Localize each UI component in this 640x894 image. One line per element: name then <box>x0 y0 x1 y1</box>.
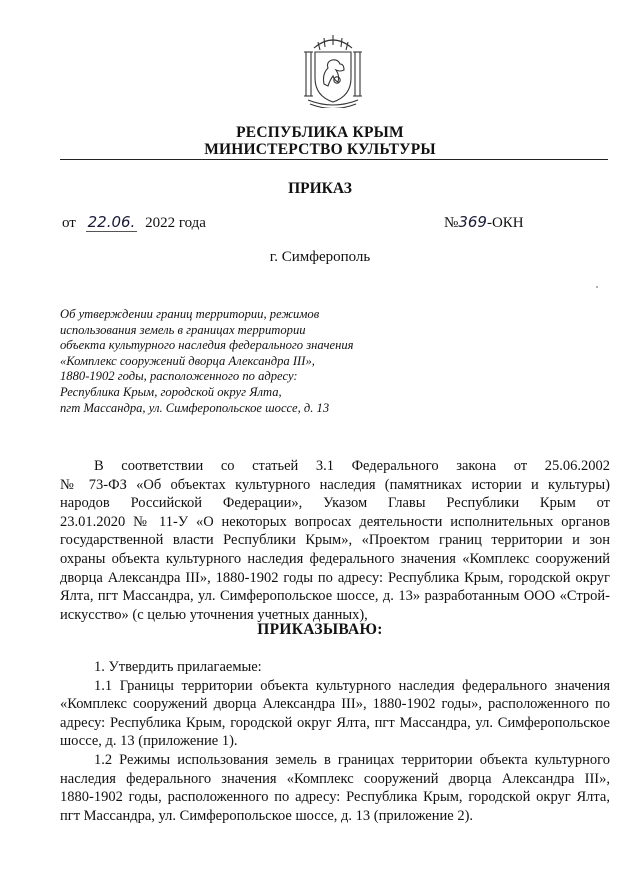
number-prefix: № <box>444 215 459 231</box>
preamble-line: дворца Александра III», 1880-1902 годы по адресу: Республика Крым, городской округ <box>60 569 610 586</box>
city: г. Симферополь <box>269 249 371 265</box>
order-number <box>444 213 524 232</box>
preamble-line: государственной власти Республики Крым», «Проектом границ территории и зон <box>60 532 610 549</box>
subject-line: пгт Массандра, ул. Симферопольское шоссе, д. 13 <box>60 400 330 415</box>
preamble-line: Ялта, пгт Массандра, ул. Симферопольское шоссе, д. 13» разработанным ООО «Строй- <box>60 588 610 605</box>
number-handwritten: 369 <box>458 213 487 231</box>
item-1-1-line: шоссе, д. 13 (приложение 1). <box>60 733 238 750</box>
date-year: 2022 года <box>145 215 206 231</box>
item-1-title: 1. Утвердить прилагаемые: <box>94 659 262 675</box>
item-1-2-line: 1880-1902 годы, расположенного по адресу: Республика Крым, городской округ Ялта, <box>60 789 610 806</box>
order-items <box>60 658 610 825</box>
coat-of-arms-icon <box>300 30 366 108</box>
preamble-line: народов Российской Федерации», Указом Главы Республики Крым от <box>60 495 610 512</box>
preamble-paragraph <box>60 457 610 624</box>
item-1-1-line: 1.1 Границы территории объекта культурного наследия федерального значения <box>94 677 610 694</box>
subject-line: использования земель в границах территории <box>60 322 306 337</box>
subject-line: 1880-1902 годы, расположенного по адресу: <box>60 369 298 384</box>
item-1-2-line: 1.2 Режимы использования земель в границах территории объекта культурного <box>94 751 610 768</box>
subject-line: Республика Крым, городской округ Ялта, <box>60 384 282 399</box>
subject-line: объекта культурного наследия федерального значения <box>60 338 354 353</box>
number-suffix: -ОКН <box>486 215 524 231</box>
subject-line: Об утверждении границ территории, режимов <box>60 307 320 321</box>
header-republic: РЕСПУБЛИКА КРЫМ <box>236 124 404 141</box>
preamble-line: 23.01.2020 № 11-У «О некоторых вопросах деятельности исполнительных органов <box>60 513 610 530</box>
order-date <box>62 213 206 232</box>
preamble-line: искусство» (с целью уточнения учетных данных), <box>60 606 368 623</box>
item-1-1-line: адресу: Республика Крым, городской округ Ялта, пгт Массандра, ул. Симферопольское <box>60 714 610 731</box>
item-1-2-line: наследия федерального значения «Комплекс сооружений дворца Александра III», <box>60 770 610 787</box>
date-handwritten: 22.06. <box>87 213 136 231</box>
scan-speck <box>596 286 598 288</box>
preamble-line: № 73-ФЗ «Об объектах культурного наследия (памятниках истории и культуры) <box>60 476 610 493</box>
date-prefix: от <box>62 215 76 231</box>
document-type: ПРИКАЗ <box>288 180 352 197</box>
order-heading: ПРИКАЗЫВАЮ: <box>257 621 383 638</box>
preamble-line: В соответствии со статьей 3.1 Федерального закона от 25.06.2002 <box>94 458 610 474</box>
item-1-2-line: пгт Массандра, ул. Симферопольское шоссе, д. 13 (приложение 2). <box>60 807 474 824</box>
preamble-line: охраны объекта культурного наследия федерального значения «Комплекс сооружений <box>60 550 610 567</box>
subject-line: «Комплекс сооружений дворца Александра III», <box>60 353 315 368</box>
header-ministry: МИНИСТЕРСТВО КУЛЬТУРЫ <box>204 141 436 158</box>
item-1-1-line: «Комплекс сооружений дворца Александра III», 1880-1902 годы», расположенного по <box>60 696 610 713</box>
header-divider <box>60 159 608 160</box>
order-subject <box>60 307 390 416</box>
